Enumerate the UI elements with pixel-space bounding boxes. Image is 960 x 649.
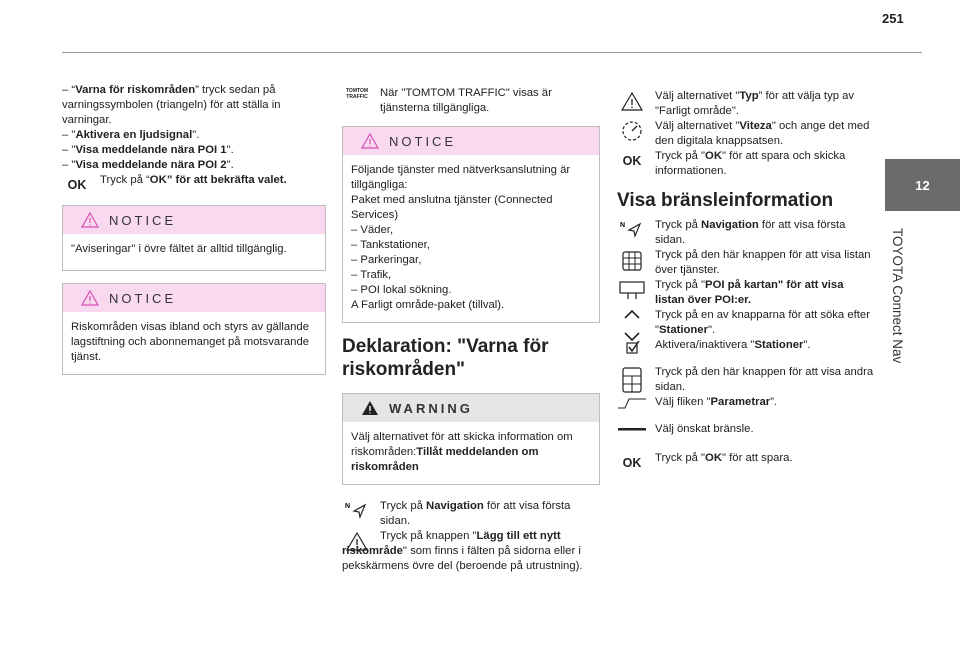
step-parameters: Välj fliken "Parametrar”. xyxy=(617,395,875,410)
tomtom-traffic-icon: TOMTOM TRAFFIC xyxy=(345,88,369,100)
svg-text:N: N xyxy=(620,222,626,229)
column-2 xyxy=(342,86,600,574)
chapter-title: TOYOTA Connect Nav xyxy=(890,228,905,364)
notice-box xyxy=(62,205,326,271)
intro-paragraph: – “Varna för riskområden” tryck sedan på varningssymbolen (triangeln) för att ställa in varningar. xyxy=(62,84,281,126)
header-divider xyxy=(62,52,922,53)
page-number: 251 xyxy=(882,11,904,26)
ok-step: OK Tryck på "OK" för att spara och skicka informationen. xyxy=(617,149,875,179)
section-heading: Deklaration: "Varna för riskområden" xyxy=(342,336,549,380)
warning-triangle-icon xyxy=(342,530,372,552)
ok-icon: OK xyxy=(67,178,87,192)
step-navigation: N Tryck på Navigation för att visa första sidan. xyxy=(342,499,600,529)
warning-triangle-icon xyxy=(81,290,99,306)
services-grid-icon xyxy=(617,249,647,273)
chapter-side-label xyxy=(890,228,916,388)
poi-map-icon xyxy=(617,279,647,301)
chapter-number: 12 xyxy=(915,177,930,193)
notice-body: Riskområden visas ibland och styrs av gällande lagstiftning och abonnemanget på motsvarande tjänst. xyxy=(71,321,310,363)
warning-body: Välj alternativet för att skicka information om riskområden:Tillåt meddelanden om riskområden xyxy=(351,431,573,473)
warning-triangle-icon xyxy=(617,90,647,112)
tomtom-row: TOMTOM TRAFFIC När "TOMTOM TRAFFIC" visas är tjänsterna tillgängliga. xyxy=(342,86,600,116)
ok-step: OK Tryck på "OK" för att spara. xyxy=(617,451,875,466)
notice-header: NOTICE xyxy=(63,284,325,312)
warning-triangle-icon xyxy=(361,133,379,149)
checkbox-icon xyxy=(617,339,647,355)
list-item: – "Visa meddelande nära POI 2". xyxy=(62,159,234,171)
step-type: Välj alternativet "Typ” för att välja typ av "Farligt område". xyxy=(617,89,875,119)
section-heading: Visa bränsleinformation xyxy=(617,190,834,211)
notice-header: NOTICE xyxy=(63,206,325,234)
step-navigation: N Tryck på Navigation för att visa första sidan. xyxy=(617,218,875,248)
selection-bar-icon xyxy=(617,423,647,435)
notice-header: NOTICE xyxy=(343,127,599,155)
second-page-icon xyxy=(617,366,647,394)
step-speed: Välj alternativet "Viteza" och ange det med den digitala knappsatsen. xyxy=(617,119,875,149)
ok-icon: OK xyxy=(622,456,642,470)
step-fuel: Välj önskat bränsle. xyxy=(617,422,875,437)
notice-body: Följande tjänster med nätverksanslutning är tillgängliga: Paket med anslutna tjänster (Connected Services) – Väder, – Tankstationer, – Parkeringar, – Trafik, – POI lokal sökning. A Farligt område-paket (tillval). xyxy=(351,164,571,311)
warning-triangle-icon xyxy=(81,212,99,228)
column-1 xyxy=(62,83,326,387)
navigation-icon xyxy=(342,500,372,522)
list-item: – "Aktivera en ljudsignal". xyxy=(62,129,200,141)
step-search-stations: Tryck på en av knapparna för att söka efter "Stationer". xyxy=(617,308,875,338)
warning-box xyxy=(342,393,600,485)
notice-box xyxy=(62,283,326,375)
warning-header: WARNING xyxy=(343,394,599,422)
list-item: – "Visa meddelande nära POI 1". xyxy=(62,144,234,156)
ok-step: OK Tryck på “OK” för att bekräfta valet. xyxy=(62,173,326,188)
step-second-page: Tryck på den här knappen för att visa andra sidan. xyxy=(617,365,875,395)
chapter-tab xyxy=(885,159,960,211)
step-add-risk-zone: Tryck på knappen "Lägg till ett nytt riskområde" som finns i fälten på sidorna eller i pekskärmens övre del (beroende på utrustning). xyxy=(342,530,583,572)
ok-icon: OK xyxy=(622,154,642,168)
warning-triangle-icon xyxy=(361,400,379,416)
step-toggle-stations: Aktivera/inaktivera "Stationer". xyxy=(617,338,875,353)
tab-icon xyxy=(617,396,647,410)
column-3 xyxy=(617,89,875,470)
step-services: Tryck på den här knappen för att visa listan över tjänster. xyxy=(617,248,875,278)
speedometer-icon xyxy=(617,120,647,142)
notice-box xyxy=(342,126,600,323)
step-poi: Tryck på "POI på kartan" för att visa listan över POI:er. xyxy=(617,278,875,308)
svg-text:N: N xyxy=(345,503,351,510)
navigation-icon xyxy=(617,219,647,241)
notice-body: "Aviseringar" i övre fältet är alltid tillgänglig. xyxy=(71,243,287,255)
